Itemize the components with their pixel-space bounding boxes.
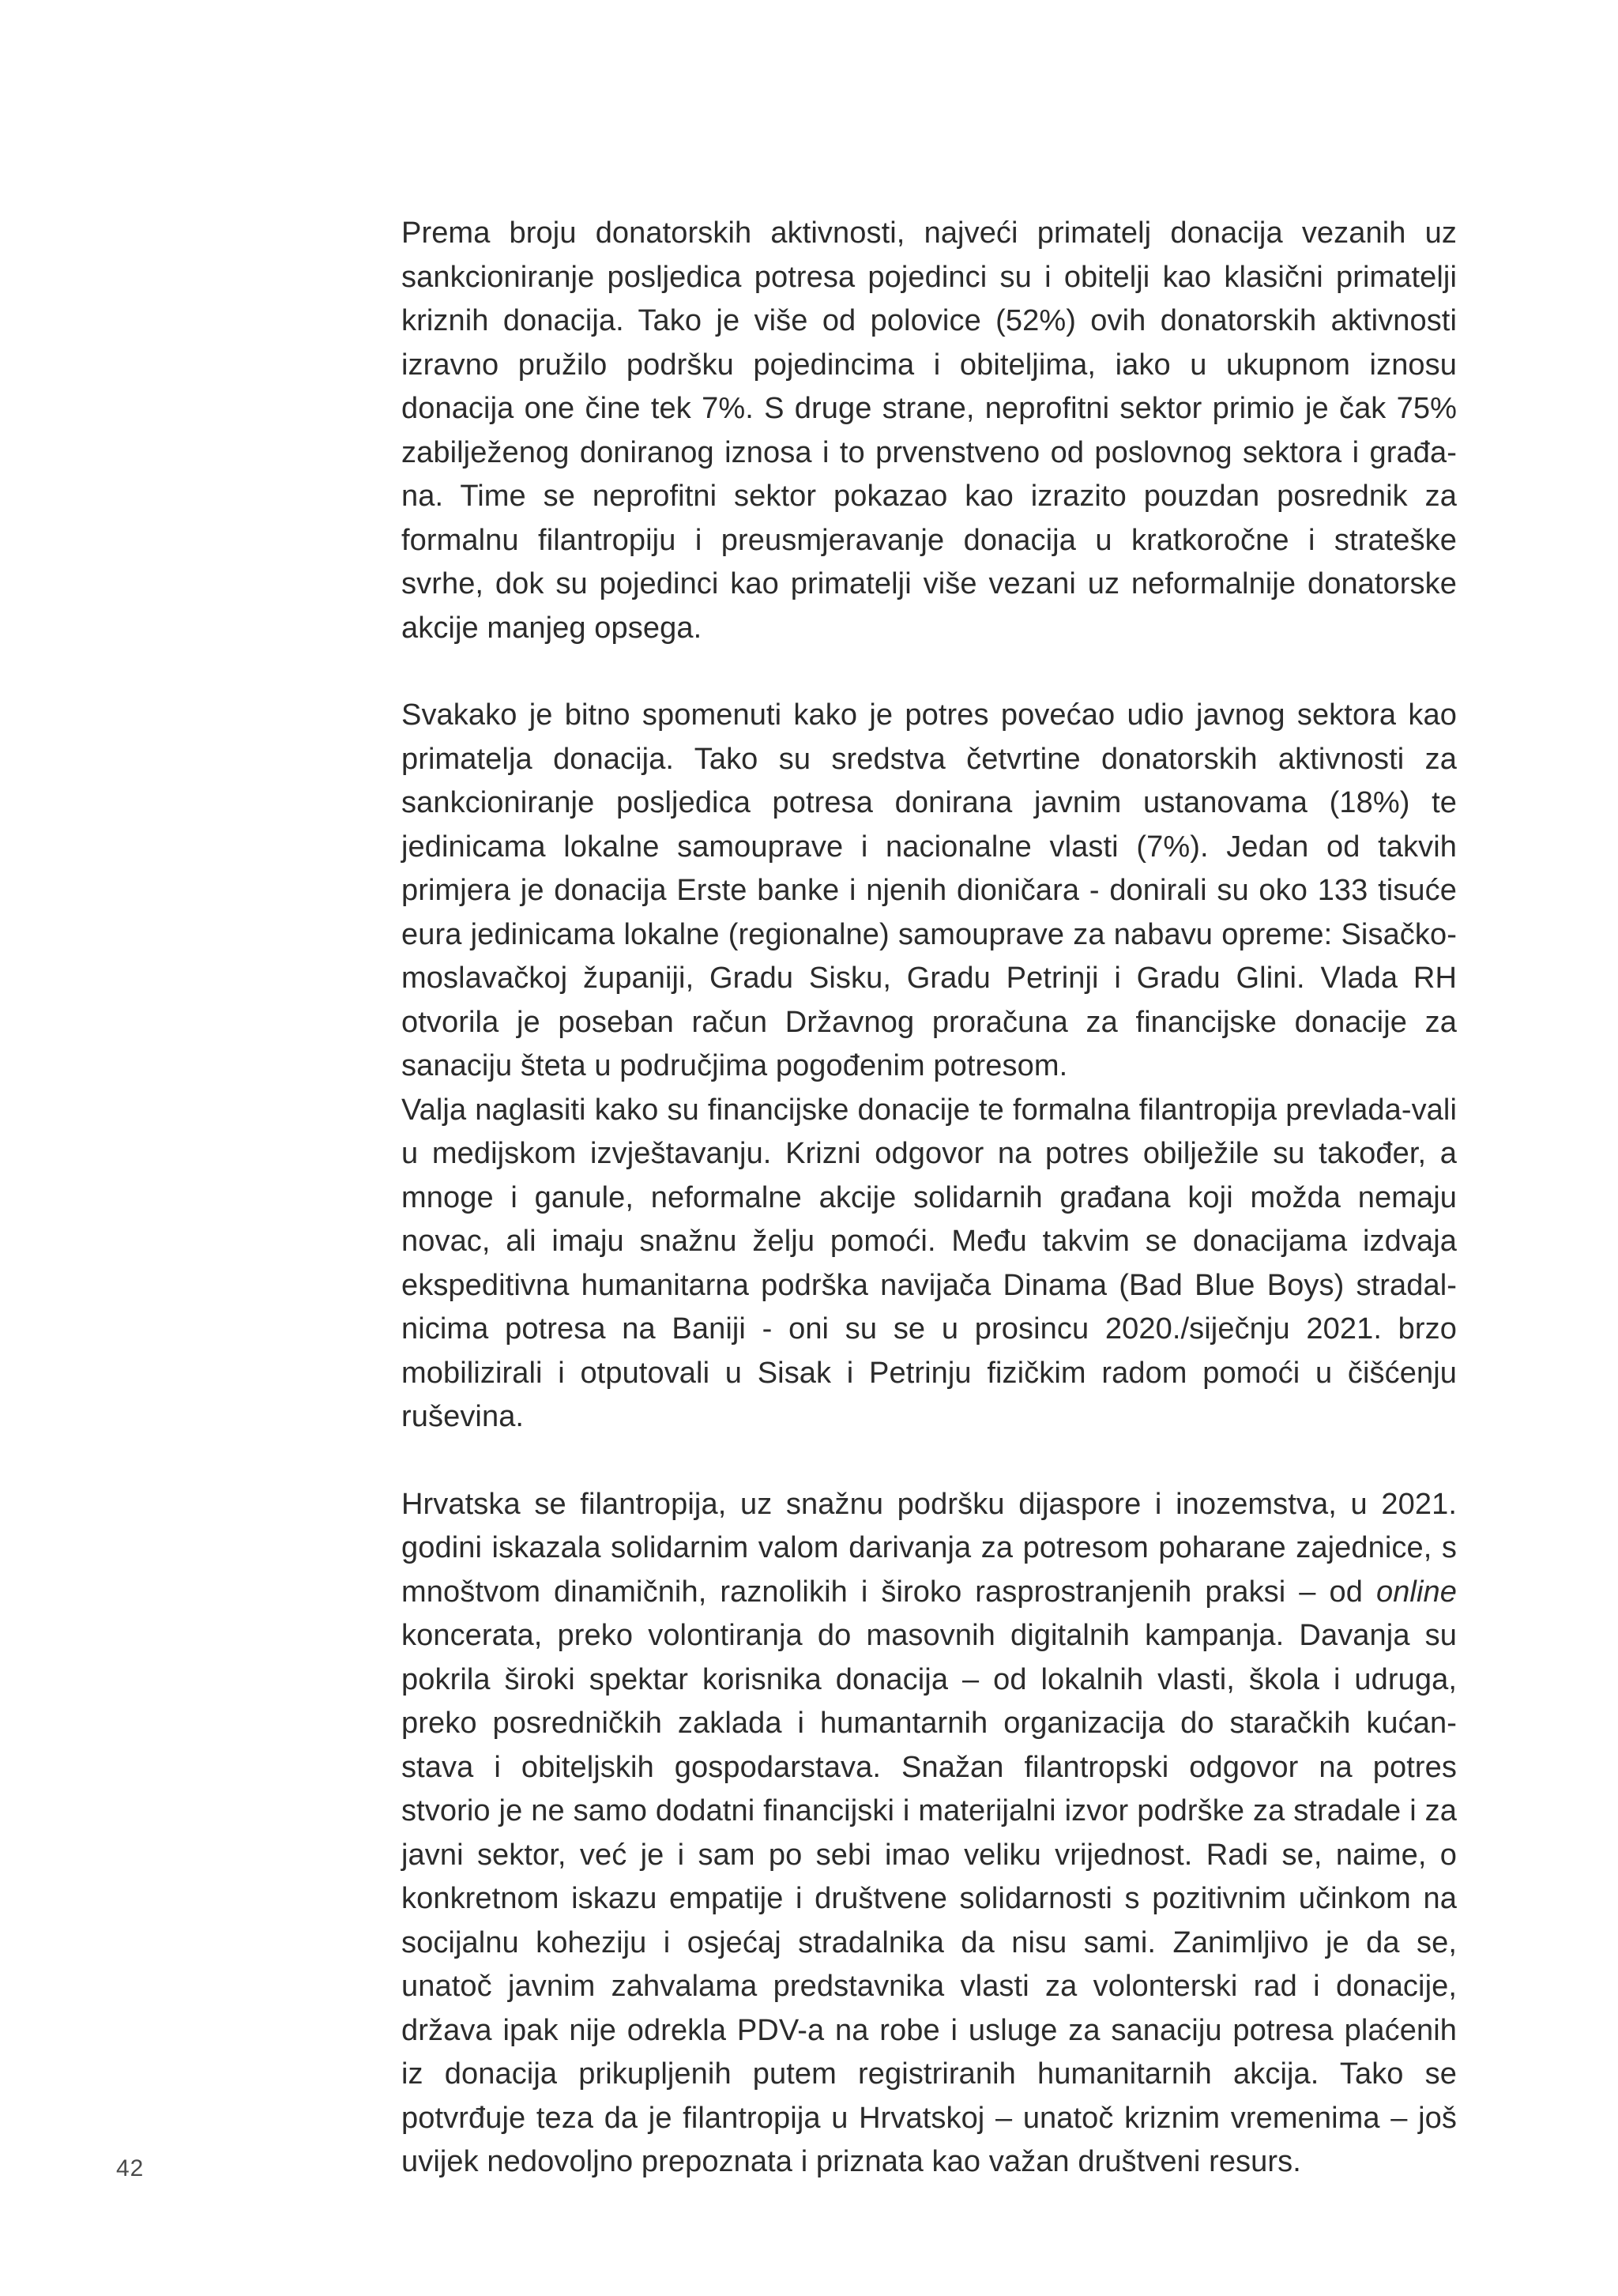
conclusion-text-start: Hrvatska se filantropija, uz snažnu podršku dijaspore i inozemstva, u 2021. godini iskazala solidarnim valom darivanja za potresom poharane zajednice, s mnoštvom dinamičnih, raznolikih i široko rasprostranjenih praksi – od: [401, 1487, 1457, 1609]
paragraph-conclusion: [401, 1483, 1457, 2185]
page-number: 42: [116, 2155, 145, 2181]
online-emphasis: online: [1375, 1575, 1457, 1609]
paragraph-informal-actions: Valja naglasiti kako su financijske donacije te formalna filantropija prevlada-vali u medijskom izvještavanju. Krizni odgovor na potres obilježile su također, a mnoge i ganule, neformalne akcije solidarnih građana koji možda nemaju novac, ali imaju snažnu želju pomoći. Među takvim se donacijama izdvaja ekspeditivna humanitarna podrška navijača Dinama (Bad Blue Boys) stradal-nicima potresa na Baniji - oni su se u prosincu 2020./siječnju 2021. brzo mobilizirali i otputovali u Sisak i Petrinju fizičkim radom pomoći u čišćenju ruševina.: [401, 1093, 1457, 1433]
paragraph-public-sector: Svakako je bitno spomenuti kako je potres povećao udio javnog sektora kao primatelja donacija. Tako su sredstva četvrtine donatorskih aktivnosti za sankcioniranje posljedica potresa donirana javnim ustanovama (18%) te jedinicama lokalne samouprave i nacionalne vlasti (7%). Jedan od takvih primjera je donacija Erste banke i njenih dioničara - donirali su oko 133 tisuće eura jedinicama lokalne (regionalne) samouprave za nabavu opreme: Sisačko-moslavačkoj županiji, Gradu Sisku, Gradu Petrinji i Gradu Glini. Vlada RH otvorila je poseban račun Državnog proračuna za financijske donacije za sanaciju šteta u područjima pogođenim potresom.: [401, 698, 1457, 1082]
paragraph-recipients: Prema broju donatorskih aktivnosti, najveći primatelj donacija vezanih uz sankcioniranje posljedica potresa pojedinci su i obitelji kao klasični primatelji kriznih donacija. Tako je više od polovice (52%) ovih donatorskih aktivnosti izravno pružilo podršku pojedincima i obiteljima, iako u ukupnom iznosu donacija one čine tek 7%. S druge strane, neprofitni sektor primio je čak 75% zabilježenog doniranog iznosa i to prvenstveno od poslovnog sektora i građa-na. Time se neprofitni sektor pokazao kao izrazito pouzdan posrednik za formalnu filantropiju i preusmjeravanje donacija u kratkoročne i strateške svrhe, dok su pojedinci kao primatelji više vezani uz neformalnije donatorske akcije manjeg opsega.: [401, 216, 1457, 645]
body-text: [401, 212, 1457, 2185]
conclusion-text-end: koncerata, preko volontiranja do masovnih digitalnih kampanja. Davanja su pokrila široki spektar korisnika donacija – od lokalnih vlasti, škola i udruga, preko posredničkih zaklada i humantarnih organizacija do staračkih kućan-stava i obiteljskih gospodarstava. Snažan filantropski odgovor na potres stvorio je ne samo dodatni financijski i materijalni izvor podrške za stradale i za javni sektor, već je i sam po sebi imao veliku vrijednost. Radi se, naime, o konkretnom iskazu empatije i društvene solidarnosti s pozitivnim učinkom na socijalnu koheziju i osjećaj stradalnika da nisu sami. Zanimljivo je da se, unatoč javnim zahvalama predstavnika vlasti za volonterski rad i donacije, država ipak nije odrekla PDV-a na robe i usluge za sanaciju potresa plaćenih iz donacija prikupljenih putem registriranih humanitarnih akcija. Tako se potvrđuje teza da je filantropija u Hrvatskoj – unatoč kriznim vremenima – još uvijek nedovoljno prepoznata i priznata kao važan društveni resurs.: [401, 1619, 1457, 2178]
